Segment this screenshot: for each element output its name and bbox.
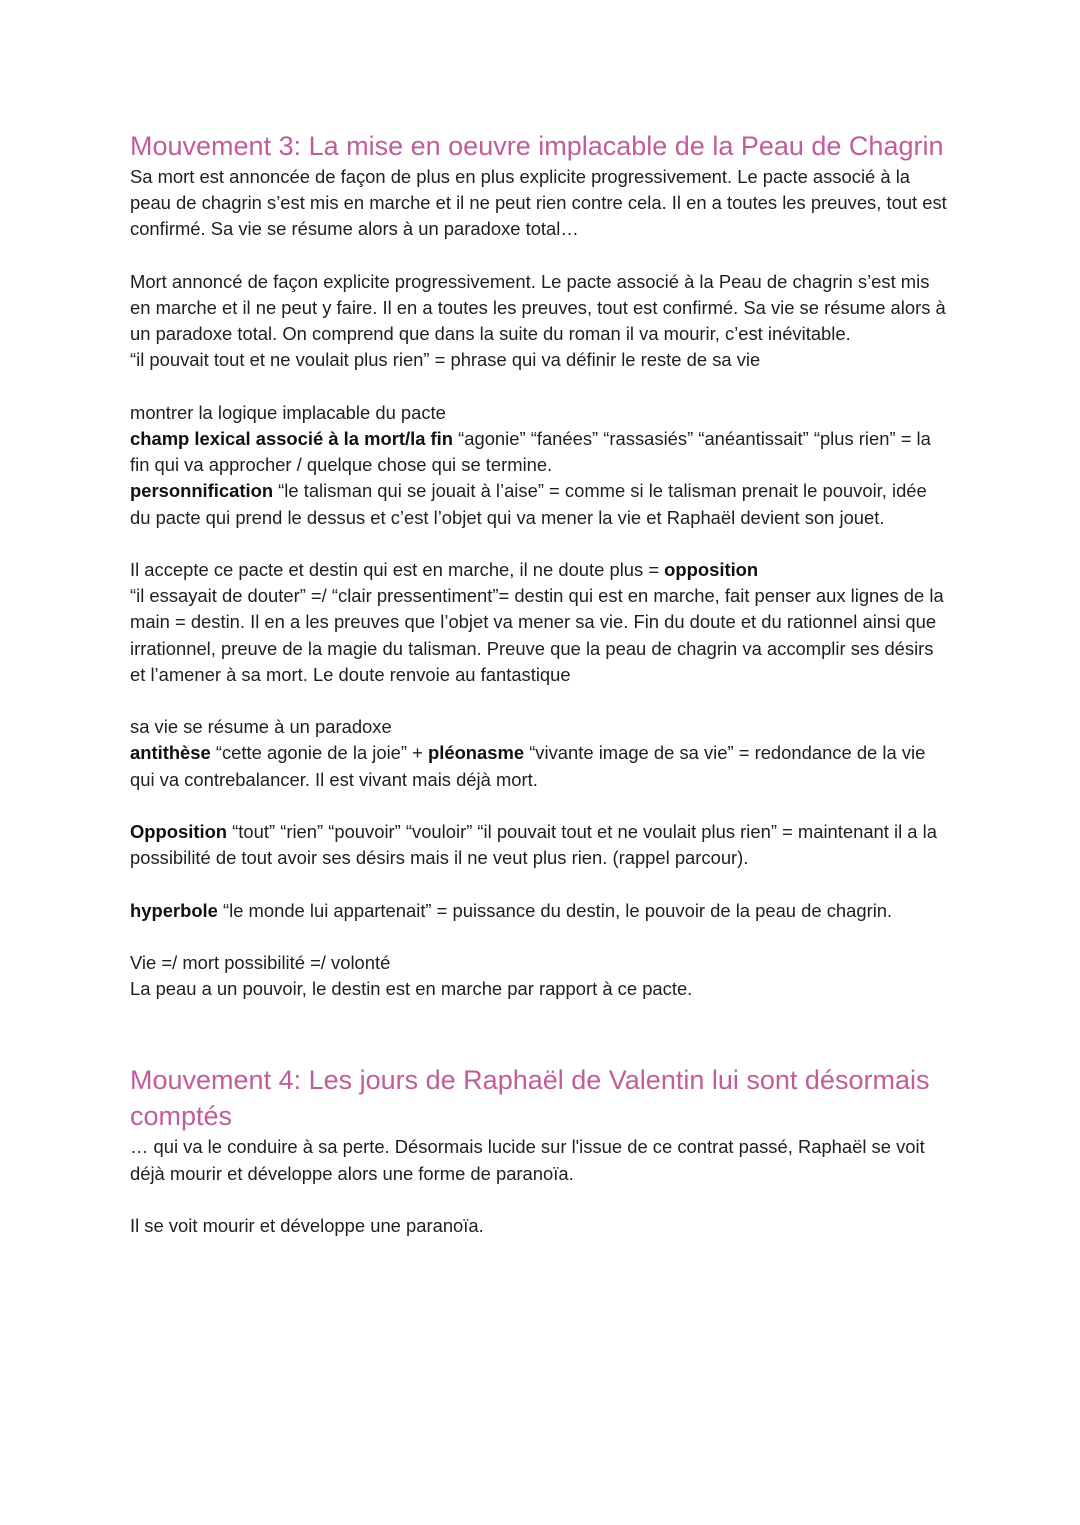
- antithese-term: antithèse: [130, 742, 211, 764]
- mouvement-4-summary: Il se voit mourir et développe une paranoïa.: [130, 1214, 484, 1236]
- paradoxe-heading: sa vie se résume à un paradoxe: [130, 716, 392, 738]
- opposition-term: Opposition: [130, 821, 228, 842]
- antithese-paragraph: [130, 740, 950, 792]
- accept-paragraph: [130, 557, 950, 583]
- accept-term: opposition: [664, 559, 759, 580]
- mouvement-4-intro: … qui va le conduire à sa perte. Désormais lucide sur l'issue de ce contrat passé, Raphaël se voit déjà mourir et développe alors une forme de paranoïa.: [130, 1136, 925, 1184]
- mouvement-3-summary: Mort annoncé de façon explicite progressivement. Le pacte associé à la Peau de chagrin s’est mis en marche et il ne peut y faire. Il en a toutes les preuves, tout est confirmé. Sa vie se résume alors à un paradoxe total. On comprend que dans la suite du roman il va mourir, c’est inévitable.: [130, 270, 946, 345]
- pleonasme-term: pléonasme: [428, 742, 525, 764]
- champ-lexical-term: champ lexical associé à la mort/la fin: [130, 428, 454, 449]
- document-page: [130, 128, 950, 1239]
- hyperbole-text: “le monde lui appartenait” = puissance du destin, le pouvoir de la peau de chagrin.: [217, 899, 893, 921]
- logic-heading: montrer la logique implacable du pacte: [130, 401, 446, 423]
- accept-text: Il accepte ce pacte et destin qui est en marche, il ne doute plus =: [130, 559, 665, 580]
- pleonasme-text: “vivante image de sa vie” = redondance de la vie qui va contrebalancer. Il est vivant mais déjà mort.: [130, 742, 926, 790]
- hyperbole-term: hyperbole: [130, 899, 218, 921]
- personnification-paragraph: [130, 478, 950, 530]
- champ-lexical-paragraph: [130, 426, 950, 478]
- mouvement-4-heading: Mouvement 4: Les jours de Raphaël de Valentin lui sont désormais comptés: [130, 1065, 930, 1132]
- peau-pouvoir-line: La peau a un pouvoir, le destin est en marche par rapport à ce pacte.: [130, 978, 693, 1000]
- vie-mort-line: Vie =/ mort possibilité =/ volonté: [130, 951, 391, 973]
- douter-paragraph: “il essayait de douter” =/ “clair pressentiment”= destin qui est en marche, fait penser aux lignes de la main = destin. Il en a les preuves que l’objet va mener sa vie. Fin du doute et du rationnel ainsi que irrationnel, preuve de la magie du talisman. Preuve que la peau de chagrin va accomplir ses désirs et l’amener à sa mort. Le doute renvoie au fantastique: [130, 585, 944, 685]
- hyperbole-paragraph: [130, 898, 950, 924]
- antithese-text: “cette agonie de la joie” +: [210, 742, 428, 764]
- champ-lexical-text: “agonie” “fanées” “rassasiés” “anéantissait” “plus rien” = la fin qui va approcher / quelque chose qui se termine.: [130, 428, 931, 476]
- mouvement-3-intro: Sa mort est annoncée de façon de plus en plus explicite progressivement. Le pacte associé à la peau de chagrin s’est mis en marche et il ne peut rien contre cela. Il en a toutes les preuves, tout est confirmé. Sa vie se résume alors à un paradoxe total…: [130, 166, 947, 240]
- personnification-term: personnification: [130, 480, 274, 502]
- opposition-paragraph: [130, 819, 950, 871]
- mouvement-3-heading: Mouvement 3: La mise en oeuvre implacable de la Peau de Chagrin: [130, 131, 944, 161]
- opposition-text: “tout” “rien” “pouvoir” “vouloir” “il pouvait tout et ne voulait plus rien” = maintenant il a la possibilité de tout avoir ses désirs mais il ne veut plus rien. (rappel parcour).: [130, 821, 937, 869]
- key-phrase: “il pouvait tout et ne voulait plus rien” = phrase qui va définir le reste de sa vie: [130, 349, 761, 371]
- personnification-text: “le talisman qui se jouait à l’aise” = comme si le talisman prenait le pouvoir, idée du pacte qui prend le dessus et c’est l’objet qui va mener la vie et Raphaël devient son jouet.: [130, 480, 927, 528]
